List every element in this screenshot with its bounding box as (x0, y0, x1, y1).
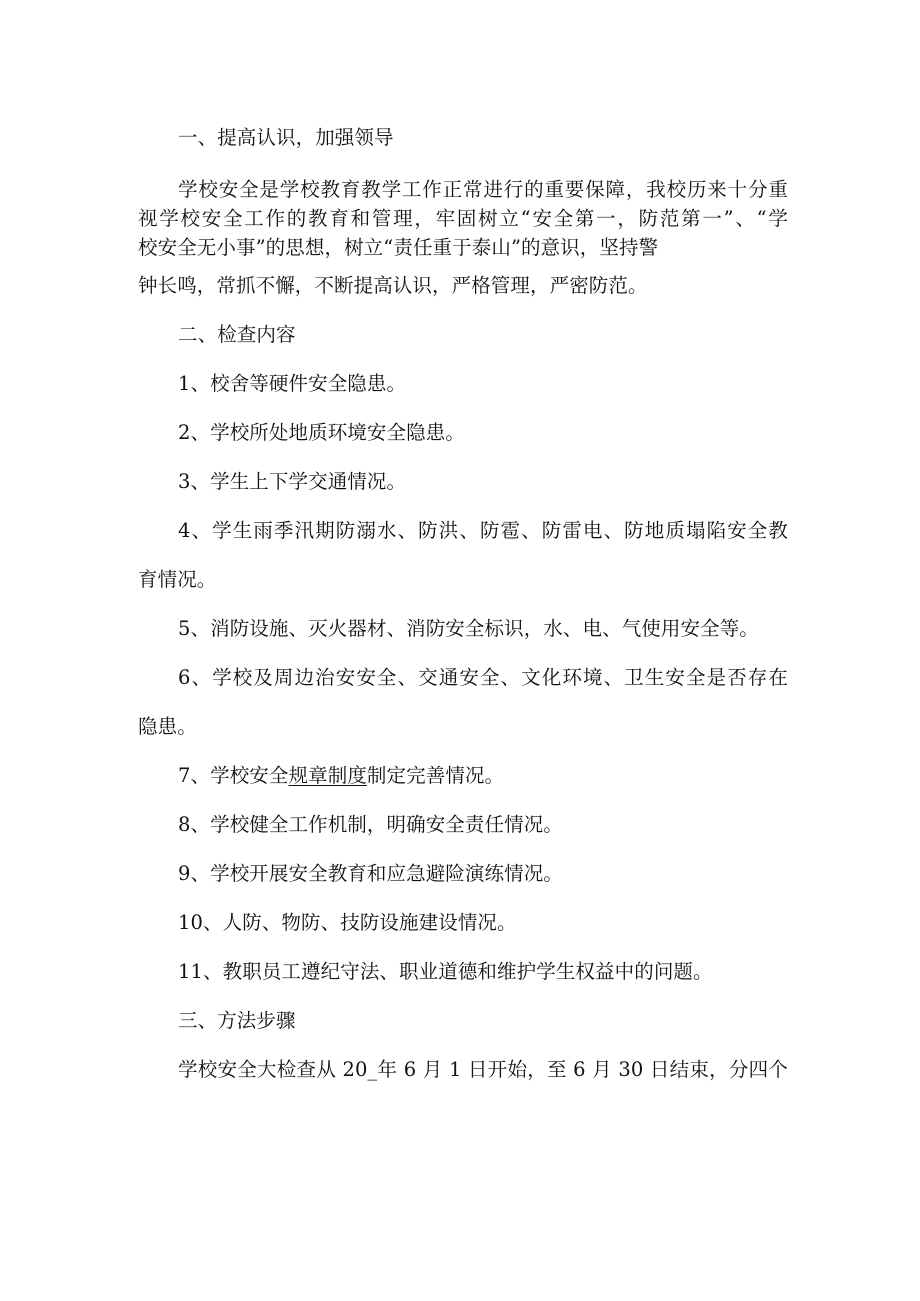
section1-paragraph-line-3: 校安全无小事”的思想，树立“责任重于泰山”的意识，坚持警 (138, 236, 659, 259)
check-item-10: 10、人防、物防、技防设施建设情况。 (178, 911, 517, 934)
check-item-8: 8、学校健全工作机制，明确安全责任情况。 (178, 813, 563, 836)
check-item-4-line-1: 4、学生雨季汛期防溺水、防洪、防雹、防雷电、防地质塌陷安全教 (178, 519, 788, 542)
check-item-9: 9、学校开展安全教育和应急避险演练情况。 (178, 862, 563, 885)
section2-heading: 二、检查内容 (178, 323, 296, 346)
check-item-5: 5、消防设施、灭火器材、消防安全标识，水、电、气使用安全等。 (178, 617, 759, 640)
check-item-2: 2、学校所处地质环境安全隐患。 (178, 421, 465, 444)
check-item-7-prefix: 7、学校安全 (178, 764, 289, 787)
check-item-3: 3、学生上下学交通情况。 (178, 470, 407, 493)
section1-paragraph-line-1: 学校安全是学校教育教学工作正常进行的重要保障，我校历来十分重 (178, 178, 788, 201)
check-item-6-line-1: 6、学校及周边治安安全、交通安全、文化环境、卫生安全是否存在 (178, 666, 788, 689)
section3-paragraph-line-1: 学校安全大检查从 20_年 6 月 1 日开始，至 6 月 30 日结束，分四个 (178, 1058, 788, 1081)
section1-paragraph-line-4: 钟长鸣，常抓不懈，不断提高认识，严格管理，严密防范。 (138, 274, 648, 297)
check-item-4-line-2: 育情况。 (138, 568, 217, 591)
regulations-link[interactable]: 规章制度 (288, 764, 367, 787)
section1-paragraph-line-2: 视学校安全工作的教育和管理，牢固树立“安全第一，防范第一”、“学 (138, 207, 788, 230)
section1-heading: 一、提高认识，加强领导 (178, 126, 394, 149)
check-item-11: 11、教职员工遵纪守法、职业道德和维护学生权益中的问题。 (178, 960, 713, 983)
check-item-1: 1、校舍等硬件安全隐患。 (178, 372, 407, 395)
check-item-7-suffix: 制定完善情况。 (366, 764, 505, 787)
check-item-7 (178, 762, 788, 790)
section3-heading: 三、方法步骤 (178, 1009, 296, 1032)
check-item-6-line-2: 隐患。 (138, 715, 197, 738)
